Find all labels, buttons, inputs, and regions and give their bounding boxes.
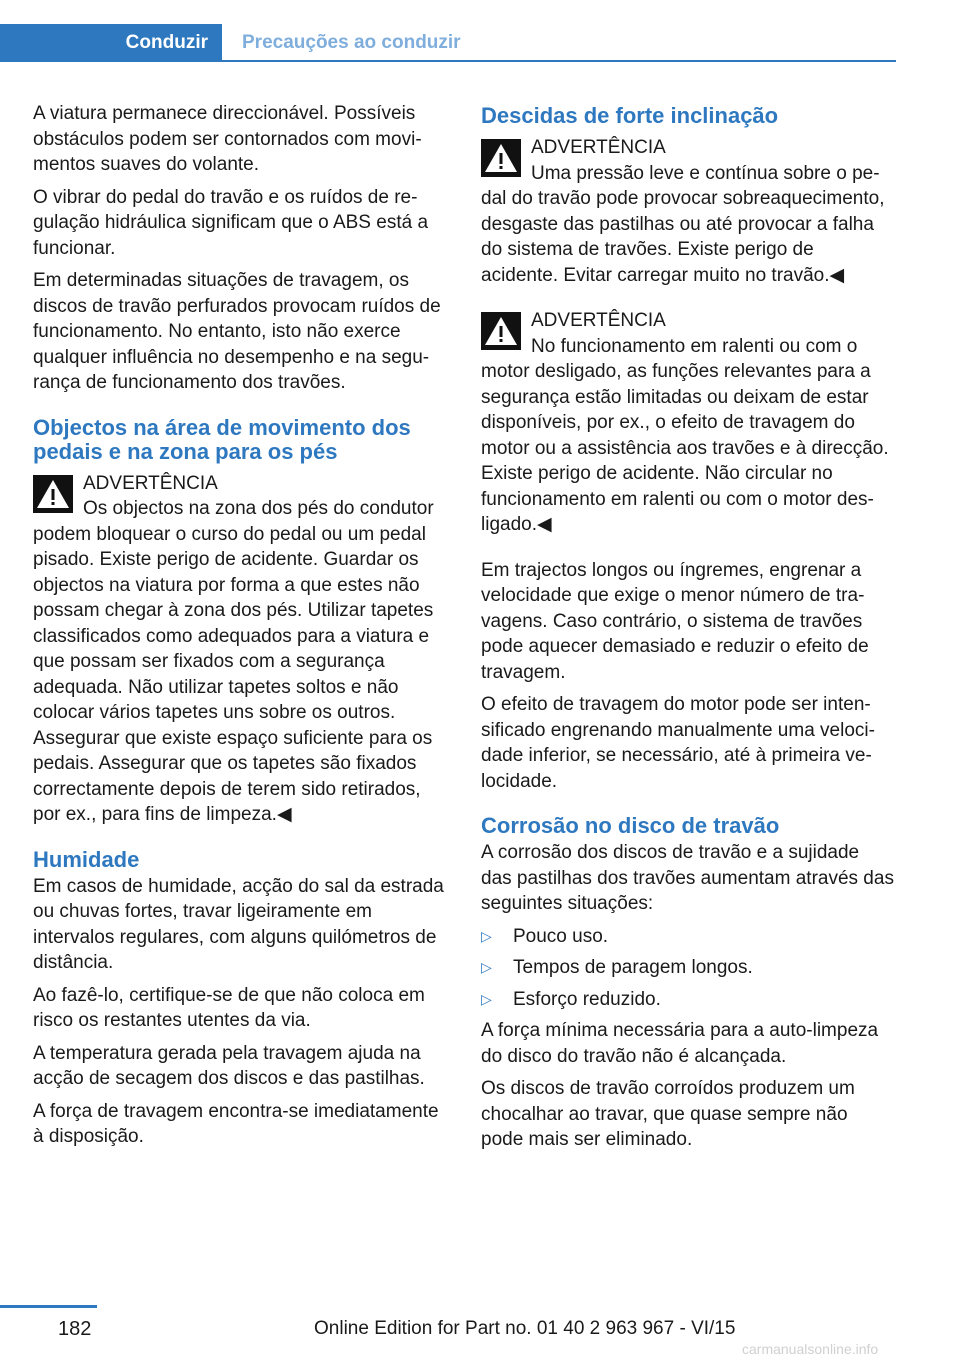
- paragraph: A temperatura gerada pela travagem ajuda na acção de secagem dos discos e das pastilhas.: [33, 1042, 425, 1089]
- list-item: [481, 955, 895, 981]
- paragraph: Em determinadas situações de travagem, os discos de travão perfurados provocam ruídos de funcionamento. No entanto, isto não exerce qualquer influência no desempenho e na segurança de funcionamento dos travões.: [33, 270, 441, 393]
- warning-block: [481, 135, 895, 288]
- page-header: [0, 0, 960, 62]
- footer-divider: [0, 1305, 97, 1308]
- paragraph: Em casos de humidade, acção do sal da estrada ou chuvas fortes, travar ligeiramente em intervalos regulares, com alguns quilómetros de distância.: [33, 875, 444, 973]
- paragraph: Em trajectos longos ou íngremes, engrenar a velocidade que exige o menor número de travagens. Caso contrário, o sistema de travões pode aquecer demasiado e reduzir o efeito de travagem.: [481, 559, 869, 683]
- warning-triangle-icon: [481, 139, 521, 177]
- paragraph: A força mínima necessária para a auto-limpeza do disco do travão não é alcançada.: [481, 1020, 879, 1067]
- right-column: [481, 101, 895, 1160]
- watermark: carmanualsonline.info: [742, 1341, 879, 1357]
- warning-block: [481, 308, 895, 538]
- list-item-text: Pouco uso.: [513, 925, 609, 947]
- bullet-list: [481, 924, 895, 1013]
- warning-block: [33, 471, 447, 828]
- triangle-bullet-icon: ▷: [481, 959, 492, 975]
- section-heading-descents: Descidas de forte inclinação: [481, 103, 779, 128]
- warning-text: Uma pressão leve e contínua sobre o pedal do travão pode provocar sobreaquecimento, desgaste das pastilhas ou até provocar a falha do sistema de travões. Existe perigo de acidente. Evitar carregar muito no travão.◀: [481, 162, 885, 286]
- section-heading-humidity: Humidade: [33, 846, 140, 872]
- warning-triangle-icon: [33, 475, 73, 513]
- paragraph: Ao fazê-lo, certifique-se de que não coloca em risco os restantes utentes da via.: [33, 984, 425, 1031]
- paragraph: A força de travagem encontra-se imediatamente à disposição.: [33, 1100, 439, 1147]
- section-heading-objects: Objectos na área de movimento dos pedais e na zona para os pés: [33, 414, 411, 464]
- edition-label: Online Edition for Part no. 01 40 2 963 967 - VI/15: [314, 1318, 736, 1339]
- warning-title: ADVERTÊNCIA: [531, 310, 666, 331]
- left-column: [33, 101, 447, 1157]
- header-divider: [222, 60, 896, 62]
- section-heading-corrosion: Corrosão no disco de travão: [481, 813, 780, 838]
- paragraph: A corrosão dos discos de travão e a sujidade das pastilhas dos travões aumentam através das seguintes situações:: [481, 842, 894, 914]
- list-item-text: Tempos de paragem longos.: [513, 957, 753, 978]
- page-number: 182: [58, 1318, 92, 1340]
- paragraph: O efeito de travagem do motor pode ser intensificado engrenando manualmente uma velocidade inferior, se necessário, até à primeira velocidade.: [481, 694, 875, 792]
- list-item: [481, 987, 895, 1013]
- paragraph: Os discos de travão corroídos produzem um chocalhar ao travar, que quase sempre não pode mais ser eliminado.: [481, 1078, 855, 1150]
- warning-triangle-icon: [481, 312, 521, 350]
- section-tab-precaucoes[interactable]: Precauções ao conduzir: [242, 32, 461, 53]
- warning-text: Os objectos na zona dos pés do condutor podem bloquear o curso do pedal ou um pedal pisado. Existe perigo de acidente. Guardar os objectos na viatura por forma a que estes não possam chegar à zona dos pés. Utilizar tapetes classificados como adequados para a viatura e que possam ser fixados com a segurança adequada. Não utilizar tapetes soltos e não colocar vários tapetes uns sobre os outros. Assegurar que existe espaço suficiente para os pedais. Assegurar que os tapetes são fixados correctamente depois de terem sido retirados, por ex., para fins de limpeza.◀: [33, 498, 434, 825]
- warning-title: ADVERTÊNCIA: [531, 137, 666, 158]
- chapter-tab-conduzir[interactable]: Conduzir: [0, 24, 222, 62]
- triangle-bullet-icon: ▷: [481, 990, 492, 1007]
- list-item: [481, 924, 895, 950]
- warning-title: ADVERTÊNCIA: [83, 472, 218, 494]
- list-item-text: Esforço reduzido.: [513, 988, 661, 1010]
- triangle-bullet-icon: ▷: [481, 927, 492, 944]
- warning-text: No funcionamento em ralenti ou com o motor desligado, as funções relevantes para a segurança estão limitadas ou deixam de estar disponíveis, por ex., o efeito de travagem do motor ou a assistência aos travões e à direcção. Existe perigo de acidente. Não circular no funcionamento em ralenti ou com o motor desligado.◀: [481, 335, 889, 535]
- paragraph: A viatura permanece direccionável. Possíveis obstáculos podem ser contornados com movimentos suaves do volante.: [33, 103, 422, 175]
- paragraph: O vibrar do pedal do travão e os ruídos de regulação hidráulica significam que o ABS está a funcionar.: [33, 186, 429, 259]
